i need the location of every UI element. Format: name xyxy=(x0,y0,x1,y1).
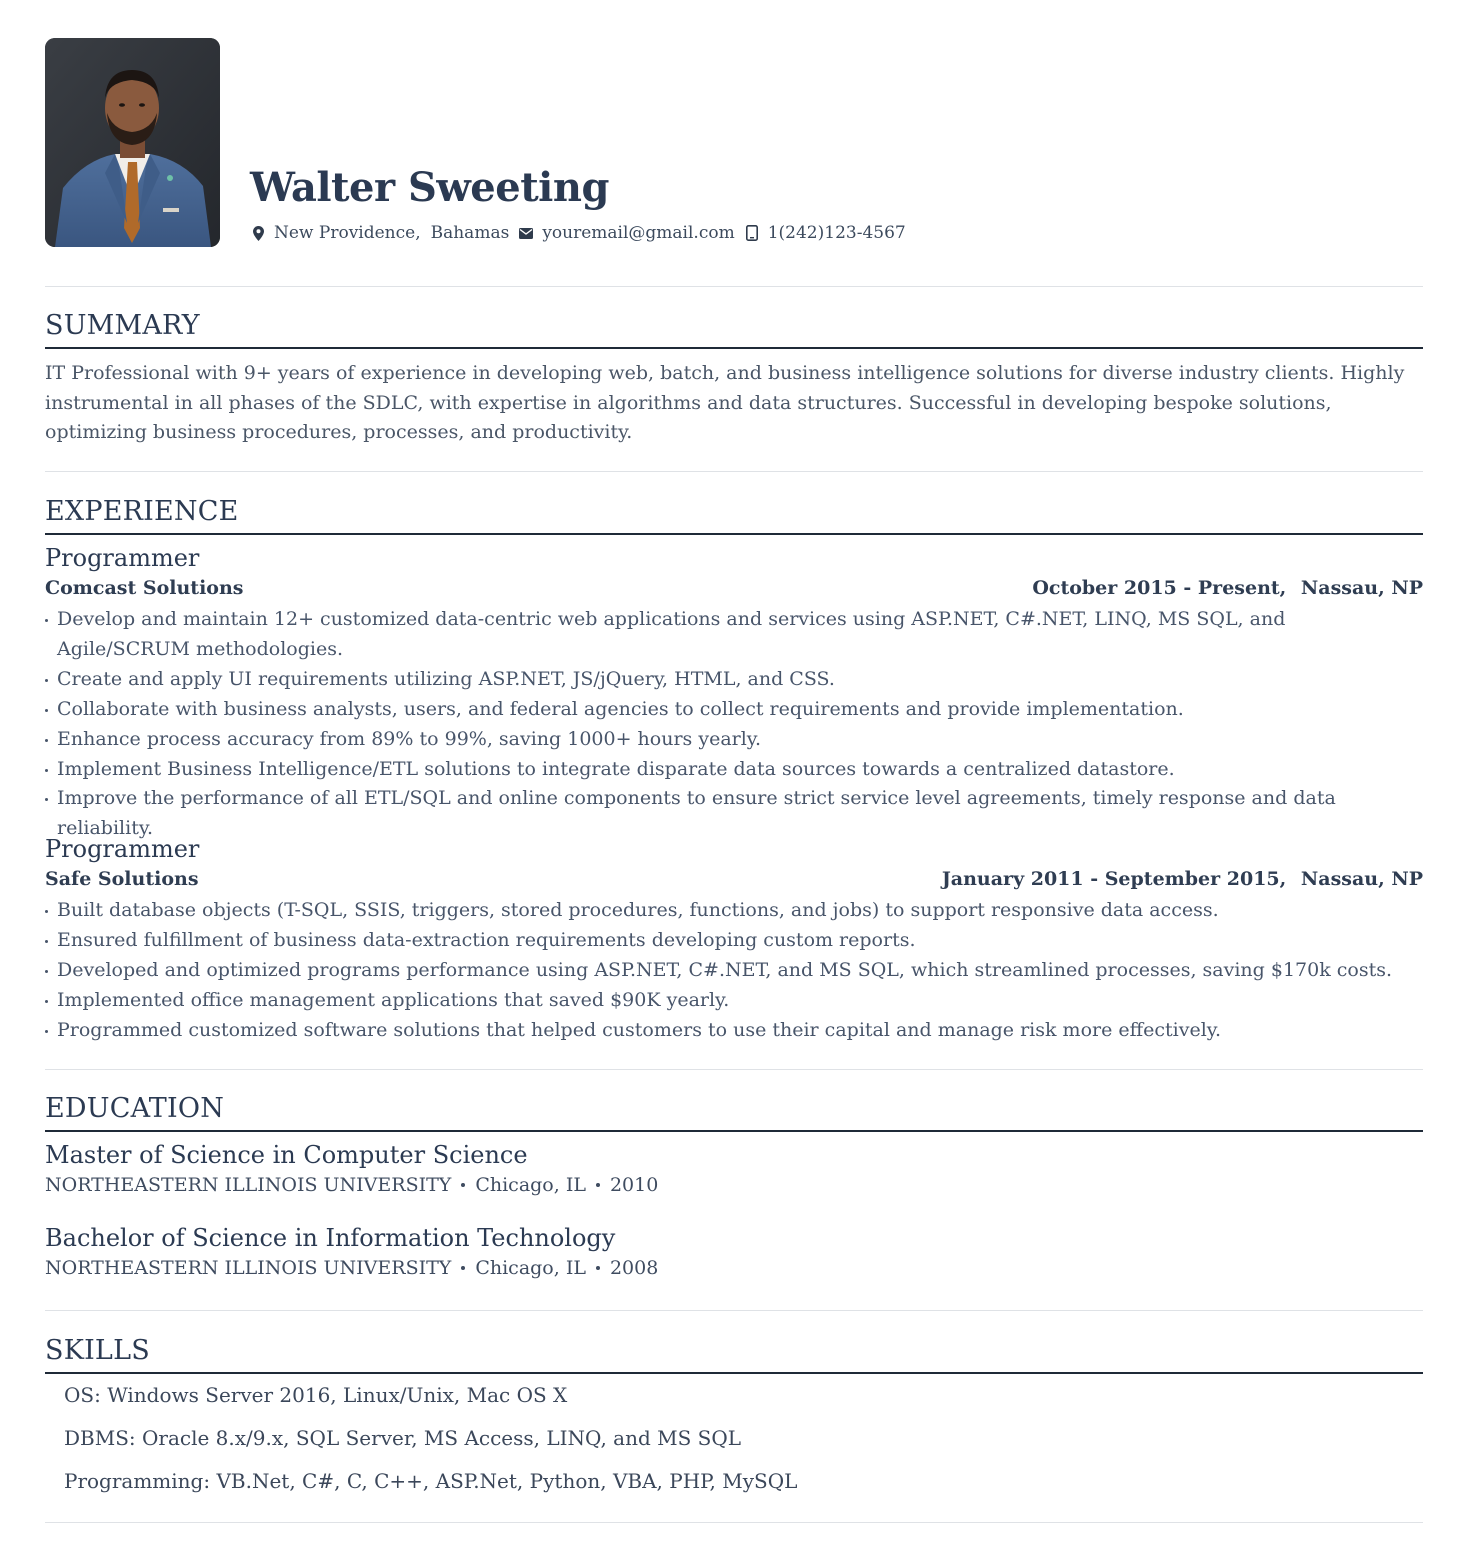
contact-info xyxy=(251,223,916,243)
job-bullet: Improve the performance of all ETL/SQL and online components to ensure strict service level agreements, timely response and data reliability. xyxy=(45,784,1423,844)
job-bullet: Collaborate with business analysts, users, and federal agencies to collect requirements and provide implementation. xyxy=(45,695,1423,725)
skill-item: OS: Windows Server 2016, Linux/Unix, Mac OS X xyxy=(64,1383,568,1407)
location-country: Bahamas xyxy=(430,223,510,243)
phone-icon xyxy=(745,225,759,241)
job-bullet: Built database objects (T-SQL, SSIS, triggers, stored procedures, functions, and jobs) to support responsive data access. xyxy=(45,896,1423,926)
location-city: New Providence, xyxy=(274,223,421,243)
profile-photo xyxy=(45,38,220,247)
job-dates-location xyxy=(1032,577,1423,599)
job-bullet: Ensured fulfillment of business data-extraction requirements developing custom reports. xyxy=(45,926,1423,956)
separator-dot xyxy=(461,1183,465,1187)
education-heading: EDUCATION xyxy=(45,1093,1423,1132)
job-role: Programmer xyxy=(45,835,200,863)
resume-header xyxy=(45,38,1423,248)
experience-heading: EXPERIENCE xyxy=(45,496,1423,535)
job-location: Nassau, NP xyxy=(1300,868,1423,890)
job-dates: January 2011 - September 2015, xyxy=(941,868,1287,890)
job-location: Nassau, NP xyxy=(1300,577,1423,599)
skill-item: DBMS: Oracle 8.x/9.x, SQL Server, MS Access, LINQ, and MS SQL xyxy=(64,1426,742,1450)
email-text[interactable]: youremail@gmail.com xyxy=(542,223,735,243)
skill-item: Programming: VB.Net, C#, C, C++, ASP.Net, Python, VBA, PHP, MySQL xyxy=(64,1469,798,1493)
job-company: Safe Solutions xyxy=(45,868,199,890)
job-meta xyxy=(45,868,1423,890)
summary-text: IT Professional with 9+ years of experience in developing web, batch, and business intelligence solutions for diverse industry clients. Highly instrumental in all phases of the SDLC, with expertise in algorithms and data structures. Successful in developing bespoke solutions, optimizing business procedures, processes, and productivity. xyxy=(45,362,1405,444)
edu-meta xyxy=(45,1257,658,1279)
edu-degree: Master of Science in Computer Science xyxy=(45,1141,528,1169)
job-bullet: Develop and maintain 12+ customized data-centric web applications and services using ASP.NET, C#.NET, LINQ, MS SQL, and Agile/SCRUM methodologies. xyxy=(45,605,1423,665)
edu-location: Chicago, IL xyxy=(475,1257,586,1279)
job-company: Comcast Solutions xyxy=(45,577,244,599)
edu-location: Chicago, IL xyxy=(475,1174,586,1196)
job-bullets xyxy=(45,896,1423,1046)
separator-dot xyxy=(596,1266,600,1270)
map-pin-icon xyxy=(251,225,265,241)
job-bullet: Implement Business Intelligence/ETL solutions to integrate disparate data sources towards a centralized datastore. xyxy=(45,755,1423,785)
edu-school: NORTHEASTERN ILLINOIS UNIVERSITY xyxy=(45,1257,452,1279)
candidate-name: Walter Sweeting xyxy=(250,164,609,211)
section-divider xyxy=(45,286,1423,287)
location xyxy=(251,223,509,243)
mail-icon xyxy=(519,225,533,241)
edu-year: 2008 xyxy=(609,1257,659,1279)
phone-text: 1(242)123-4567 xyxy=(767,223,906,243)
job-bullet: Developed and optimized programs performance using ASP.NET, C#.NET, and MS SQL, which streamlined processes, saving $170k costs. xyxy=(45,956,1423,986)
job-bullet: Create and apply UI requirements utilizing ASP.NET, JS/jQuery, HTML, and CSS. xyxy=(45,665,1423,695)
job-dates-location xyxy=(942,868,1423,890)
job-dates: October 2015 - Present, xyxy=(1032,577,1287,599)
email[interactable] xyxy=(519,223,734,243)
phone xyxy=(745,223,906,243)
edu-year: 2010 xyxy=(609,1174,659,1196)
separator-dot xyxy=(596,1183,600,1187)
section-divider xyxy=(45,471,1423,472)
section-divider xyxy=(45,1310,1423,1311)
edu-degree: Bachelor of Science in Information Technology xyxy=(45,1224,616,1252)
job-meta xyxy=(45,577,1423,599)
separator-dot xyxy=(461,1266,465,1270)
job-bullet: Enhance process accuracy from 89% to 99%, saving 1000+ hours yearly. xyxy=(45,725,1423,755)
job-bullet: Implemented office management applications that saved $90K yearly. xyxy=(45,986,1423,1016)
job-role: Programmer xyxy=(45,544,200,572)
edu-meta xyxy=(45,1174,658,1196)
skills-heading: SKILLS xyxy=(45,1335,1423,1374)
section-divider xyxy=(45,1522,1423,1523)
job-bullet: Programmed customized software solutions that helped customers to use their capital and manage risk more effectively. xyxy=(45,1016,1423,1046)
job-bullets xyxy=(45,605,1423,844)
summary-heading: SUMMARY xyxy=(45,310,1423,349)
section-divider xyxy=(45,1069,1423,1070)
resume-page xyxy=(45,38,1423,1493)
edu-school: NORTHEASTERN ILLINOIS UNIVERSITY xyxy=(45,1174,452,1196)
